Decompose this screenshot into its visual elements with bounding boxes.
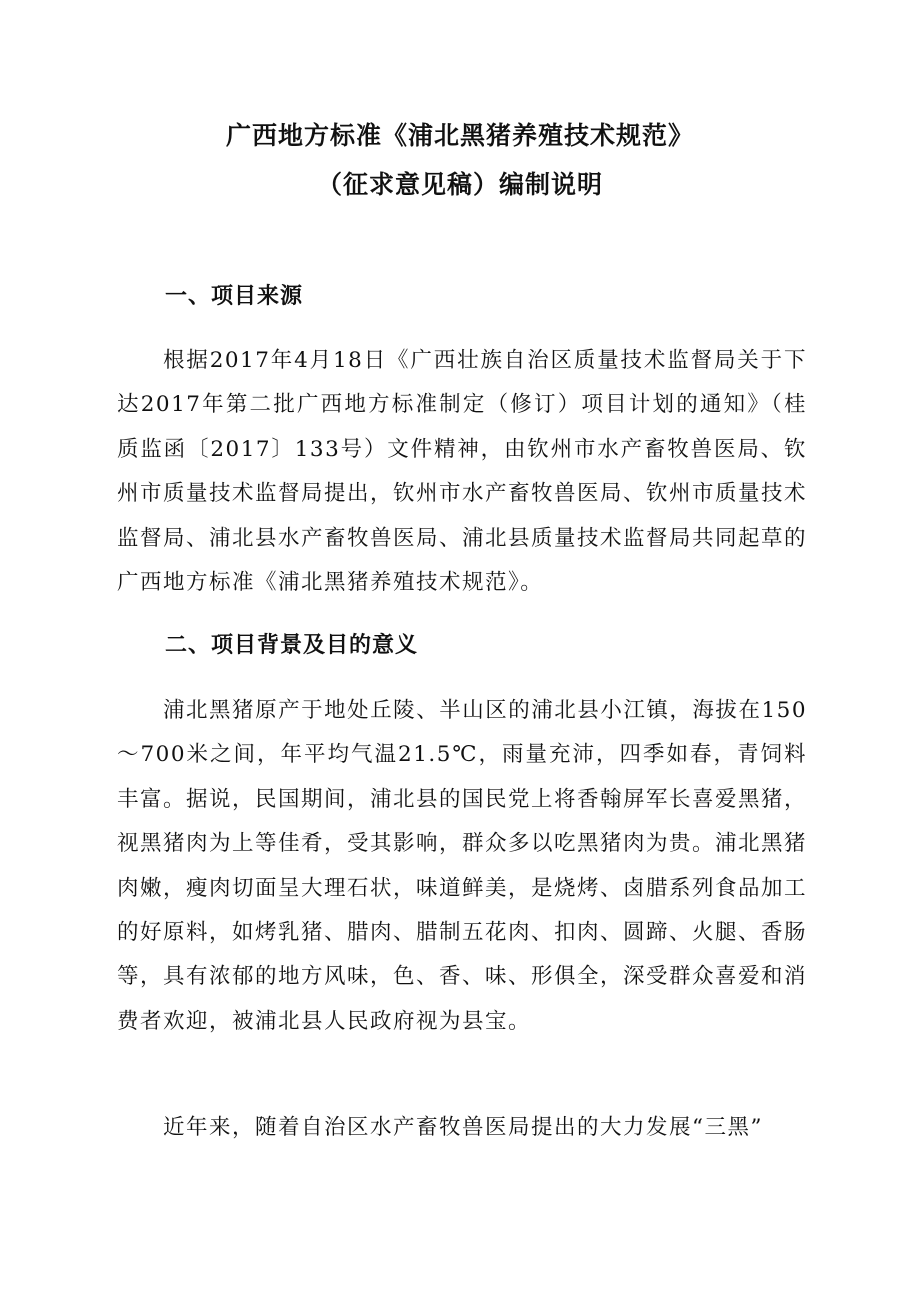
section-heading-project-source: 一、项目来源 [165,284,304,309]
paragraph-project-source: 根据2017年4月18日《广西壮族自治区质量技术监督局关于下达2017年第二批广西地方标准制定（修订）项目计划的通知》（桂质监函〔2017〕133号）文件精神，由钦州市水产畜牧兽医局、钦州市质量技术监督局提出，钦州市水产畜牧兽医局、钦州市质量技术监督局、浦北县水产畜牧兽医局、浦北县质量技术监督局共同起草的广西地方标准《浦北黑猪养殖技术规范》。 [117,348,808,596]
document-subtitle: （征求意见稿）编制说明 [316,170,603,199]
section-heading-background: 二、项目背景及目的意义 [165,633,419,658]
paragraph-background: 浦北黑猪原产于地处丘陵、半山区的浦北县小江镇，海拔在150～700米之间，年平均气温21.5℃，雨量充沛，四季如春，青饲料丰富。据说，民国期间，浦北县的国民党上将香翰屏军长喜爱黑猪，视黑猪肉为上等佳肴，受其影响，群众多以吃黑猪肉为贵。浦北黑猪肉嫩，瘦肉切面呈大理石状，味道鲜美，是烧烤、卤腊系列食品加工的好原料，如烤乳猪、腊肉、腊制五花肉、扣肉、圆蹄、火腿、香肠等，具有浓郁的地方风味，色、香、味、形俱全，深受群众喜爱和消费者欢迎，被浦北县人民政府视为县宝。 [117,698,808,1034]
document-title: 广西地方标准《浦北黑猪养殖技术规范》 [225,121,694,150]
paragraph-recent-years: 近年来，随着自治区水产畜牧兽医局提出的大力发展“三黑” [163,1115,763,1140]
